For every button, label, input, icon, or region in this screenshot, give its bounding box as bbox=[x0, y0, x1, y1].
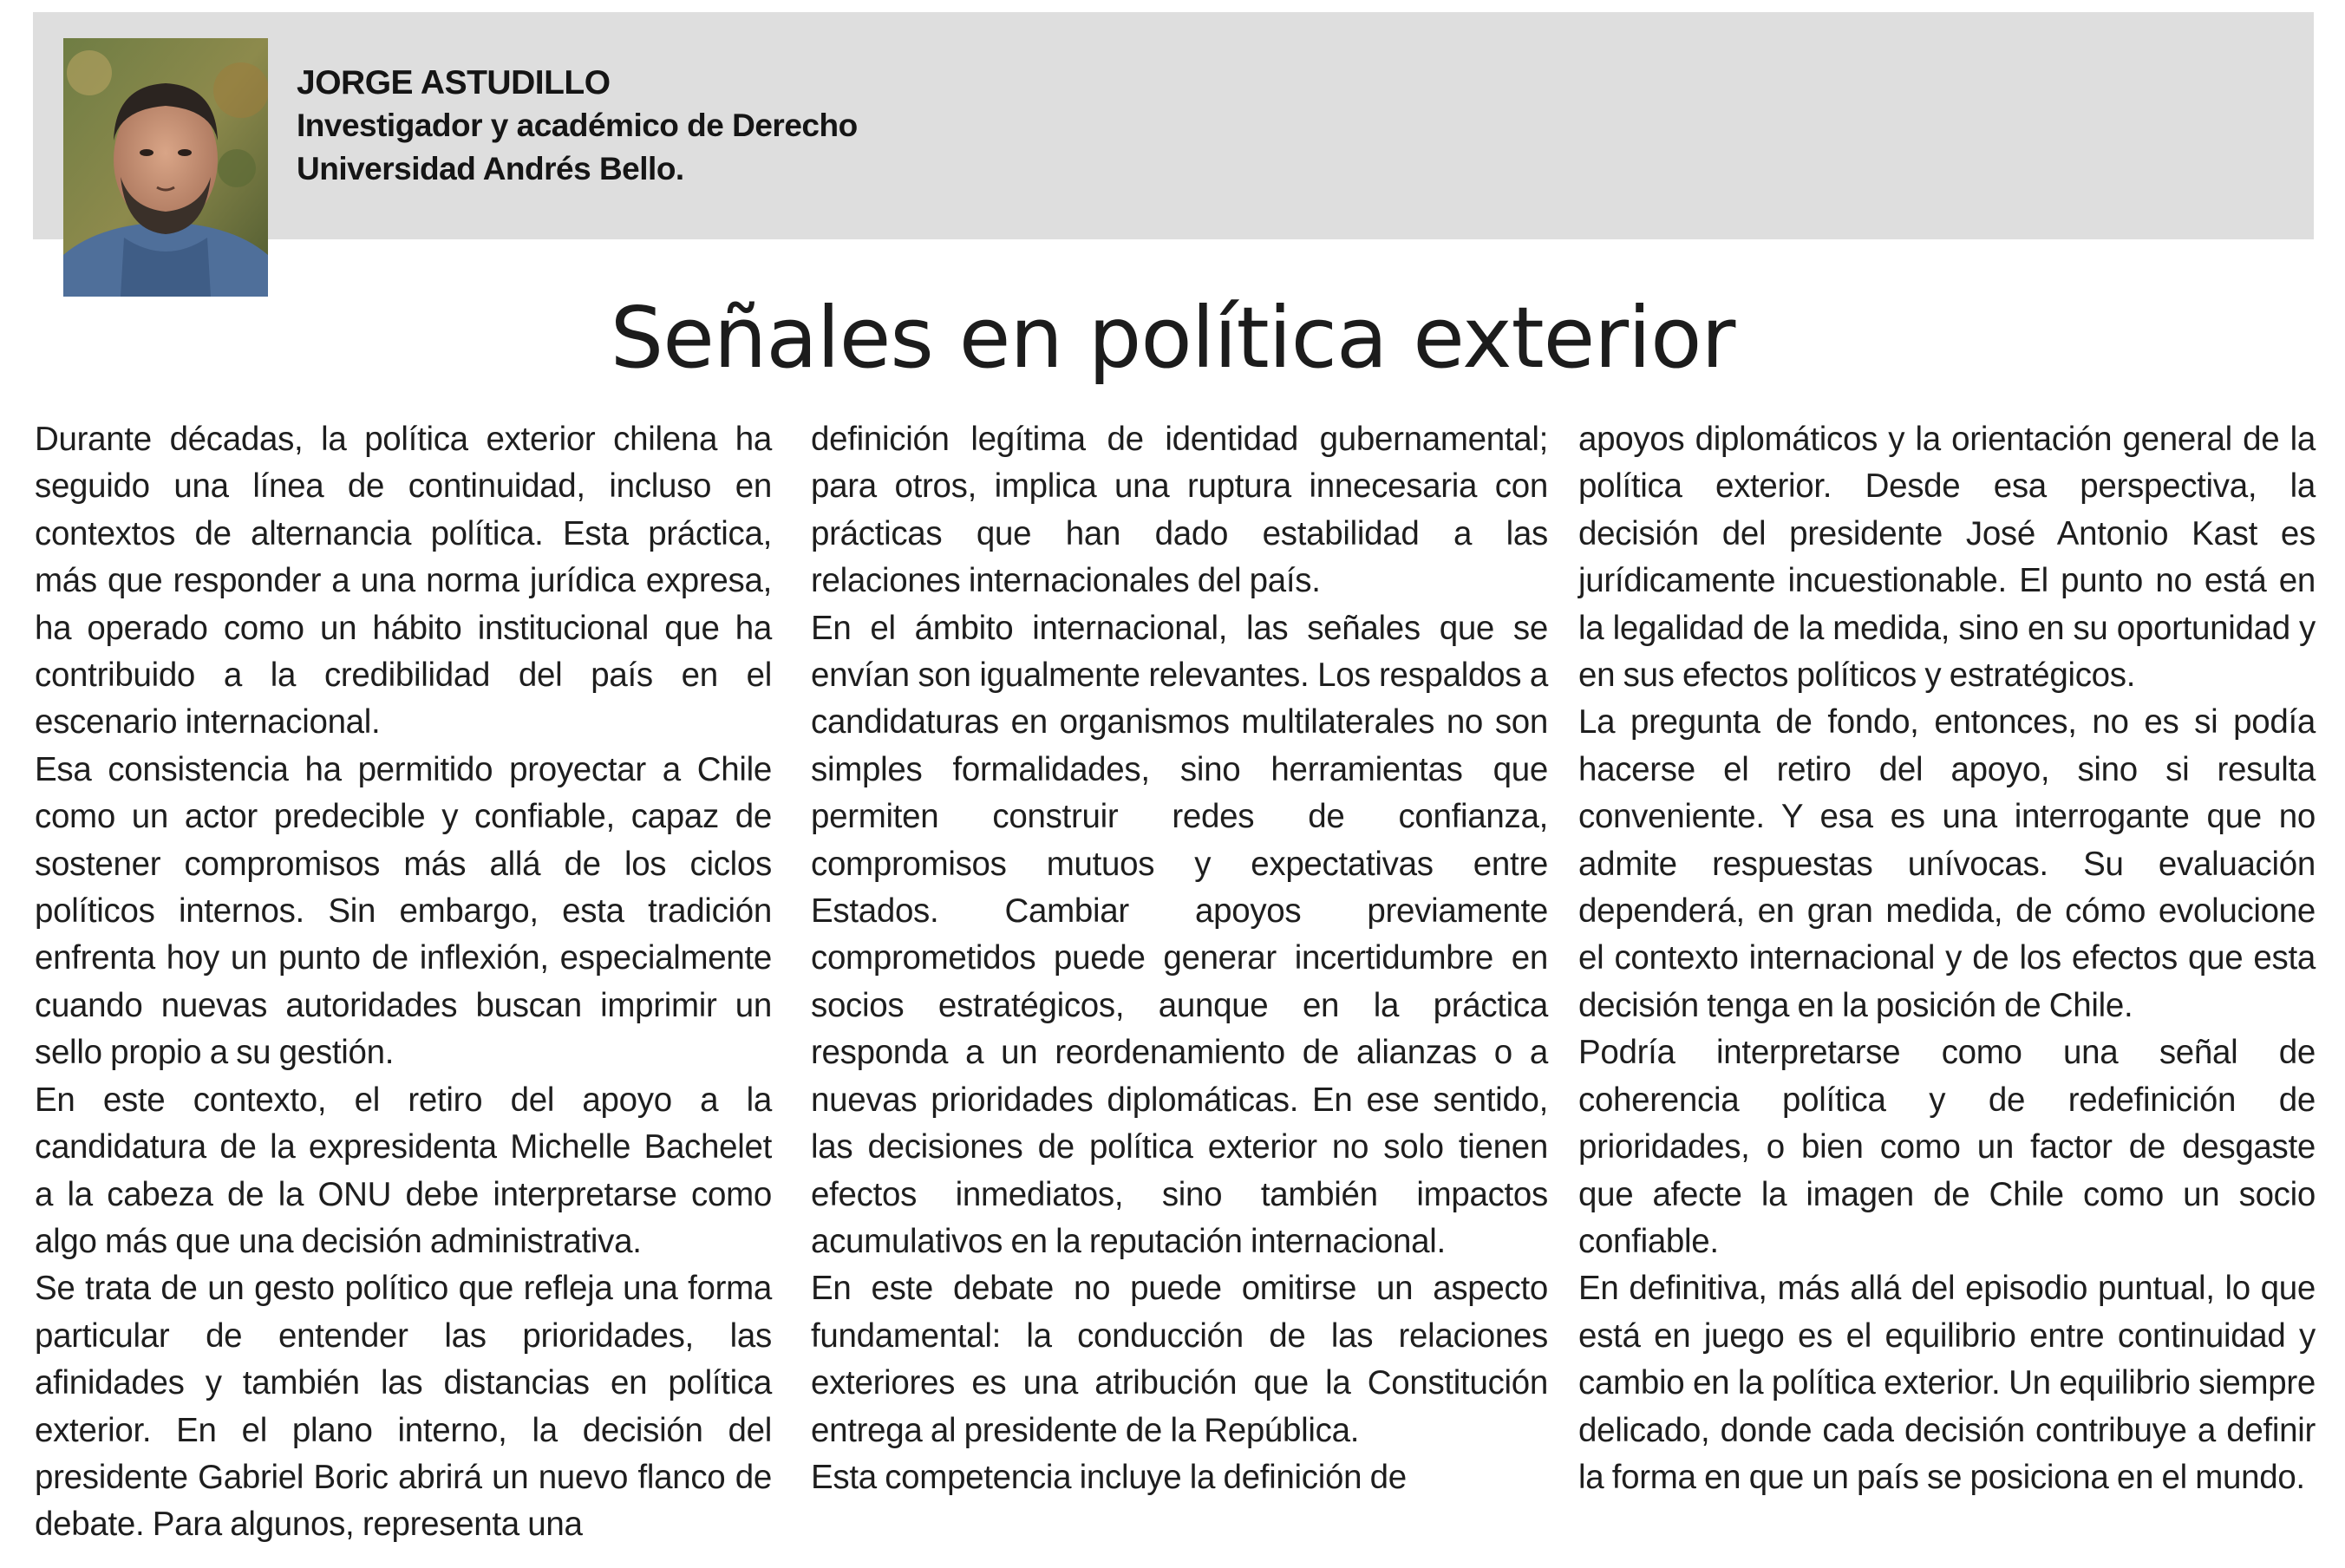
article-body bbox=[35, 416, 2316, 1544]
article-title: Señales en política exterior bbox=[610, 289, 1735, 387]
paragraph: La pregunta de fondo, entonces, no es si podía hacerse el retiro del apoyo, sino si resulta conveniente. Y esa es una interrogante que no admite respuestas unívocas. Su evaluación dependerá, en gran medida, de cómo evolucione el contexto internacional y de los efectos que esta decisión tenga en la posición de Chile. bbox=[1578, 703, 2316, 1024]
author-role: Investigador y académico de Derecho bbox=[297, 108, 858, 143]
article-column-3 bbox=[1578, 416, 2316, 1501]
paragraph: En este debate no puede omitirse un aspecto fundamental: la conducción de las relaciones exteriores es una atribución que la Constitución entrega al presidente de la República. bbox=[811, 1270, 1548, 1449]
author-institution: Universidad Andrés Bello. bbox=[297, 151, 684, 186]
paragraph: Esta competencia incluye la definición de bbox=[811, 1458, 1407, 1496]
paragraph: Esa consistencia ha permitido proyectar a Chile como un actor predecible y confiable, capaz de sostener compromisos más allá de los ciclos políticos internos. Sin embargo, esta tradición enfrenta hoy un punto de inflexión, especialmente cuando nuevas autoridades buscan imprimir un sello propio a su gestión. bbox=[35, 750, 772, 1072]
paragraph: En el ámbito internacional, las señales que se envían son igualmente relevantes. Los respaldos a candidaturas en organismos multilaterales no son simples formalidades, sino herramientas que permiten construir redes de confianza, compromisos mutuos y expectativas entre Estados. Cambiar apoyos previamente comprometidos puede generar incertidumbre en socios estratégicos, aunque en la práctica responda a un reordenamiento de alianzas o a nuevas prioridades diplomáticas. En ese sentido, las decisiones de política exterior no solo tienen efectos inmediatos, sino también impactos acumulativos en la reputación internacional. bbox=[811, 609, 1548, 1260]
paragraph: apoyos diplomáticos y la orientación general de la política exterior. Desde esa perspectiva, la decisión del presidente José Antonio Kast es jurídicamente incuestionable. El punto no está en la legalidad de la medida, sino en su oportunidad y en sus efectos políticos y estratégicos. bbox=[1578, 421, 2316, 695]
author-portrait-image bbox=[63, 38, 268, 297]
paragraph: definición legítima de identidad gubernamental; para otros, implica una ruptura innecesaria con prácticas que han dado estabilidad a las relaciones internacionales del país. bbox=[811, 421, 1548, 600]
author-name: JORGE ASTUDILLO bbox=[297, 64, 611, 101]
article-column-1 bbox=[35, 416, 772, 1549]
article-column-2 bbox=[811, 416, 1548, 1501]
author-info bbox=[297, 62, 858, 191]
paragraph: En este contexto, el retiro del apoyo a la candidatura de la expresidenta Michelle Bachelet a la cabeza de la ONU debe interpretarse como algo más que una decisión administrativa. bbox=[35, 1081, 772, 1260]
paragraph: Durante décadas, la política exterior chilena ha seguido una línea de continuidad, incluso en contextos de alternancia política. Esta práctica, más que responder a una norma jurídica expresa, ha operado como un hábito institucional que ha contribuido a la credibilidad del país en el escenario internacional. bbox=[35, 421, 772, 742]
paragraph: Se trata de un gesto político que refleja una forma particular de entender las prioridades, las afinidades y también las distancias en política exterior. En el plano interno, la decisión del presidente Gabriel Boric abrirá un nuevo flanco de debate. Para algunos, representa una bbox=[35, 1270, 772, 1544]
paragraph: En definitiva, más allá del episodio puntual, lo que está en juego es el equilibrio entre continuidad y cambio en la política exterior. Un equilibrio siempre delicado, donde cada decisión contribuye a definir la forma en que un país se posiciona en el mundo. bbox=[1578, 1270, 2316, 1496]
paragraph: Podría interpretarse como una señal de coherencia política y de redefinición de prioridades, o bien como un factor de desgaste que afecte la imagen de Chile como un socio confiable. bbox=[1578, 1034, 2316, 1260]
author-photo bbox=[63, 38, 268, 297]
